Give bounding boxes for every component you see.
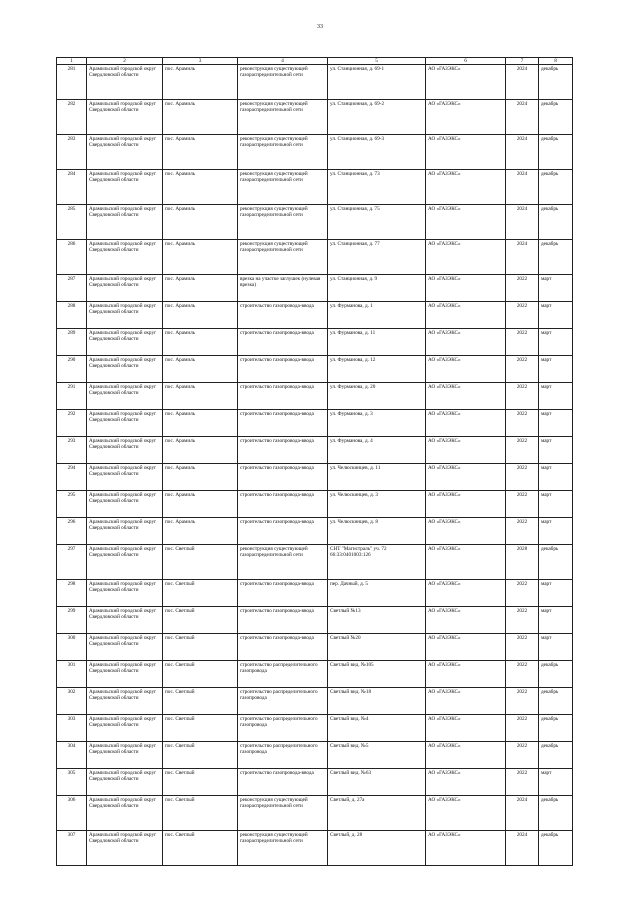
table-row: [57, 607, 573, 634]
address-cell: ул. Фурманова, д. 3: [328, 410, 426, 437]
address-cell: ул. Станционная, д. 69-2: [328, 100, 426, 135]
work-type-cell: строительство газопровода-ввода: [238, 356, 328, 383]
row-number: 292: [57, 410, 87, 437]
settlement-cell: пос. Светлый: [163, 715, 238, 742]
organization-cell: АО «ГАЗЭКС»: [426, 65, 506, 100]
address-cell: ул. Фурманова, д. 4: [328, 437, 426, 464]
district-cell: Арамильский городской округ Свердловской области: [87, 356, 163, 383]
row-number: 285: [57, 205, 87, 240]
row-number: 296: [57, 518, 87, 545]
year-cell: 2022: [506, 275, 539, 302]
column-header: 7: [506, 58, 539, 65]
work-type-cell: реконструкция существующей газораспределительной сети: [238, 545, 328, 580]
table-row: [57, 205, 573, 240]
year-cell: 2022: [506, 356, 539, 383]
table-row: [57, 302, 573, 329]
organization-cell: АО «ГАЗЭКС»: [426, 383, 506, 410]
month-cell: март: [539, 464, 573, 491]
row-number: 300: [57, 634, 87, 661]
work-type-cell: реконструкция существующей газораспределительной сети: [238, 240, 328, 275]
district-cell: Арамильский городской округ Свердловской области: [87, 518, 163, 545]
row-number: 283: [57, 135, 87, 170]
year-cell: 2024: [506, 100, 539, 135]
organization-cell: АО «ГАЗЭКС»: [426, 688, 506, 715]
month-cell: март: [539, 437, 573, 464]
column-header: 4: [238, 58, 328, 65]
organization-cell: АО «ГАЗЭКС»: [426, 518, 506, 545]
year-cell: 2022: [506, 491, 539, 518]
year-cell: 2022: [506, 634, 539, 661]
address-cell: Светлый №20: [328, 634, 426, 661]
table-row: [57, 545, 573, 580]
work-type-cell: реконструкция существующей газораспределительной сети: [238, 831, 328, 866]
month-cell: март: [539, 491, 573, 518]
address-cell: Светлый вид. №63: [328, 769, 426, 796]
organization-cell: АО «ГАЗЭКС»: [426, 769, 506, 796]
work-type-cell: реконструкция существующей газораспределительной сети: [238, 796, 328, 831]
column-header: 8: [539, 58, 573, 65]
row-number: 281: [57, 65, 87, 100]
month-cell: декабрь: [539, 661, 573, 688]
address-cell: Светлый, д. 27а: [328, 796, 426, 831]
table-row: [57, 742, 573, 769]
address-cell: ул. Фурманова, д. 20: [328, 383, 426, 410]
district-cell: Арамильский городской округ Свердловской области: [87, 491, 163, 518]
work-type-cell: строительство распределительного газопровода: [238, 742, 328, 769]
district-cell: Арамильский городской округ Свердловской области: [87, 715, 163, 742]
work-type-cell: строительство газопровода-ввода: [238, 464, 328, 491]
table-row: [57, 437, 573, 464]
table-row: [57, 65, 573, 100]
month-cell: декабрь: [539, 742, 573, 769]
row-number: 282: [57, 100, 87, 135]
settlement-cell: пос. Светлый: [163, 607, 238, 634]
year-cell: 2022: [506, 302, 539, 329]
column-number-row: [57, 58, 573, 65]
table-row: [57, 831, 573, 866]
month-cell: март: [539, 329, 573, 356]
district-cell: Арамильский городской округ Свердловской области: [87, 831, 163, 866]
settlement-cell: пос. Арамиль: [163, 170, 238, 205]
work-type-cell: строительство газопровода-ввода: [238, 410, 328, 437]
row-number: 305: [57, 769, 87, 796]
district-cell: Арамильский городской округ Свердловской области: [87, 383, 163, 410]
table-row: [57, 518, 573, 545]
work-type-cell: строительство газопровода-ввода: [238, 634, 328, 661]
address-cell: Светлый, д. 28: [328, 831, 426, 866]
table-row: [57, 329, 573, 356]
year-cell: 2024: [506, 831, 539, 866]
district-cell: Арамильский городской округ Свердловской области: [87, 329, 163, 356]
month-cell: март: [539, 356, 573, 383]
year-cell: 2022: [506, 688, 539, 715]
work-type-cell: строительство газопровода-ввода: [238, 491, 328, 518]
row-number: 297: [57, 545, 87, 580]
organization-cell: АО «ГАЗЭКС»: [426, 715, 506, 742]
work-type-cell: строительство газопровода-ввода: [238, 769, 328, 796]
district-cell: Арамильский городской округ Свердловской области: [87, 65, 163, 100]
month-cell: декабрь: [539, 545, 573, 580]
month-cell: декабрь: [539, 65, 573, 100]
row-number: 303: [57, 715, 87, 742]
work-type-cell: строительство газопровода-ввода: [238, 580, 328, 607]
month-cell: декабрь: [539, 205, 573, 240]
district-cell: Арамильский городской округ Свердловской области: [87, 135, 163, 170]
organization-cell: АО «ГАЗЭКС»: [426, 240, 506, 275]
table-row: [57, 356, 573, 383]
work-type-cell: реконструкция существующей газораспределительной сети: [238, 170, 328, 205]
row-number: 289: [57, 329, 87, 356]
work-type-cell: строительство газопровода-ввода: [238, 383, 328, 410]
settlement-cell: пос. Арамиль: [163, 135, 238, 170]
work-type-cell: реконструкция существующей газораспределительной сети: [238, 135, 328, 170]
table-row: [57, 275, 573, 302]
organization-cell: АО «ГАЗЭКС»: [426, 742, 506, 769]
settlement-cell: пос. Арамиль: [163, 491, 238, 518]
work-type-cell: строительство газопровода-ввода: [238, 437, 328, 464]
organization-cell: АО «ГАЗЭКС»: [426, 410, 506, 437]
row-number: 288: [57, 302, 87, 329]
month-cell: март: [539, 518, 573, 545]
address-cell: ул. Челюскинцев, д. 3: [328, 491, 426, 518]
organization-cell: АО «ГАЗЭКС»: [426, 580, 506, 607]
address-cell: Светлый вид. №5: [328, 742, 426, 769]
address-cell: Светлый вид. №18: [328, 688, 426, 715]
row-number: 306: [57, 796, 87, 831]
year-cell: 2022: [506, 742, 539, 769]
district-cell: Арамильский городской округ Свердловской области: [87, 205, 163, 240]
table-body: [57, 65, 573, 866]
organization-cell: АО «ГАЗЭКС»: [426, 356, 506, 383]
organization-cell: АО «ГАЗЭКС»: [426, 205, 506, 240]
settlement-cell: пос. Арамиль: [163, 464, 238, 491]
settlement-cell: пос. Светлый: [163, 661, 238, 688]
table-row: [57, 100, 573, 135]
year-cell: 2022: [506, 715, 539, 742]
month-cell: март: [539, 383, 573, 410]
address-cell: Светлый вид. №105: [328, 661, 426, 688]
month-cell: декабрь: [539, 715, 573, 742]
work-type-cell: строительство распределительного газопровода: [238, 688, 328, 715]
district-cell: Арамильский городской округ Свердловской области: [87, 240, 163, 275]
table-row: [57, 580, 573, 607]
settlement-cell: пос. Арамиль: [163, 100, 238, 135]
month-cell: март: [539, 410, 573, 437]
column-header: 2: [87, 58, 163, 65]
row-number: 287: [57, 275, 87, 302]
address-cell: ул. Фурманова, д. 1: [328, 302, 426, 329]
month-cell: декабрь: [539, 135, 573, 170]
year-cell: 2028: [506, 545, 539, 580]
settlement-cell: пос. Арамиль: [163, 275, 238, 302]
settlement-cell: пос. Арамиль: [163, 302, 238, 329]
organization-cell: АО «ГАЗЭКС»: [426, 437, 506, 464]
district-cell: Арамильский городской округ Свердловской области: [87, 580, 163, 607]
year-cell: 2022: [506, 329, 539, 356]
month-cell: декабрь: [539, 100, 573, 135]
table-row: [57, 464, 573, 491]
settlement-cell: пос. Арамиль: [163, 205, 238, 240]
month-cell: декабрь: [539, 688, 573, 715]
settlement-cell: пос. Арамиль: [163, 356, 238, 383]
row-number: 307: [57, 831, 87, 866]
district-cell: Арамильский городской округ Свердловской области: [87, 464, 163, 491]
work-type-cell: реконструкция существующей газораспределительной сети: [238, 205, 328, 240]
table-row: [57, 383, 573, 410]
district-cell: Арамильский городской округ Свердловской области: [87, 661, 163, 688]
month-cell: март: [539, 769, 573, 796]
year-cell: 2024: [506, 170, 539, 205]
schedule-table: [56, 57, 573, 866]
work-type-cell: реконструкция существующей газораспределительной сети: [238, 65, 328, 100]
year-cell: 2024: [506, 205, 539, 240]
organization-cell: АО «ГАЗЭКС»: [426, 100, 506, 135]
row-number: 302: [57, 688, 87, 715]
year-cell: 2022: [506, 661, 539, 688]
row-number: 293: [57, 437, 87, 464]
year-cell: 2022: [506, 580, 539, 607]
column-header: 6: [426, 58, 506, 65]
organization-cell: АО «ГАЗЭКС»: [426, 275, 506, 302]
district-cell: Арамильский городской округ Свердловской области: [87, 688, 163, 715]
settlement-cell: пос. Светлый: [163, 580, 238, 607]
row-number: 298: [57, 580, 87, 607]
work-type-cell: реконструкция существующей газораспределительной сети: [238, 100, 328, 135]
district-cell: Арамильский городской округ Свердловской области: [87, 410, 163, 437]
address-cell: ул. Станционная, д. 77: [328, 240, 426, 275]
row-number: 294: [57, 464, 87, 491]
settlement-cell: пос. Арамиль: [163, 518, 238, 545]
settlement-cell: пос. Арамиль: [163, 329, 238, 356]
work-type-cell: строительство распределительного газопровода: [238, 661, 328, 688]
work-type-cell: строительство распределительного газопровода: [238, 715, 328, 742]
settlement-cell: пос. Светлый: [163, 545, 238, 580]
address-cell: ул. Станционная, д. 73: [328, 170, 426, 205]
organization-cell: АО «ГАЗЭКС»: [426, 796, 506, 831]
address-cell: ул. Станционная, д. 69-3: [328, 135, 426, 170]
month-cell: март: [539, 634, 573, 661]
table-row: [57, 634, 573, 661]
organization-cell: АО «ГАЗЭКС»: [426, 661, 506, 688]
table-row: [57, 240, 573, 275]
year-cell: 2024: [506, 240, 539, 275]
month-cell: март: [539, 275, 573, 302]
row-number: 284: [57, 170, 87, 205]
year-cell: 2024: [506, 65, 539, 100]
settlement-cell: пос. Арамиль: [163, 410, 238, 437]
district-cell: Арамильский городской округ Свердловской области: [87, 170, 163, 205]
district-cell: Арамильский городской округ Свердловской области: [87, 437, 163, 464]
settlement-cell: пос. Арамиль: [163, 437, 238, 464]
year-cell: 2022: [506, 518, 539, 545]
organization-cell: АО «ГАЗЭКС»: [426, 329, 506, 356]
settlement-cell: пос. Светлый: [163, 769, 238, 796]
district-cell: Арамильский городской округ Свердловской области: [87, 275, 163, 302]
organization-cell: АО «ГАЗЭКС»: [426, 302, 506, 329]
address-cell: пер. Дачный, д. 5: [328, 580, 426, 607]
year-cell: 2022: [506, 769, 539, 796]
row-number: 286: [57, 240, 87, 275]
table-row: [57, 135, 573, 170]
year-cell: 2022: [506, 607, 539, 634]
settlement-cell: пос. Арамиль: [163, 383, 238, 410]
table-row: [57, 688, 573, 715]
address-cell: ул. Фурманова, д. 12: [328, 356, 426, 383]
table-row: [57, 410, 573, 437]
table-row: [57, 491, 573, 518]
address-cell: Светлый вид. №4: [328, 715, 426, 742]
organization-cell: АО «ГАЗЭКС»: [426, 831, 506, 866]
row-number: 295: [57, 491, 87, 518]
settlement-cell: пос. Арамиль: [163, 65, 238, 100]
district-cell: Арамильский городской округ Свердловской области: [87, 100, 163, 135]
table-row: [57, 769, 573, 796]
month-cell: декабрь: [539, 170, 573, 205]
organization-cell: АО «ГАЗЭКС»: [426, 545, 506, 580]
work-type-cell: врезка на участке заглушек (нулевая врезка): [238, 275, 328, 302]
address-cell: СНТ "Магистраль" уч. 72 66:33:0401003:126: [328, 545, 426, 580]
organization-cell: АО «ГАЗЭКС»: [426, 135, 506, 170]
work-type-cell: строительство газопровода-ввода: [238, 302, 328, 329]
settlement-cell: пос. Светлый: [163, 634, 238, 661]
month-cell: март: [539, 302, 573, 329]
settlement-cell: пос. Светлый: [163, 831, 238, 866]
district-cell: Арамильский городской округ Свердловской области: [87, 634, 163, 661]
address-cell: ул. Станционная, д. 69-1: [328, 65, 426, 100]
table-row: [57, 661, 573, 688]
address-cell: ул. Челюскинцев, д. 11: [328, 464, 426, 491]
column-header: 1: [57, 58, 87, 65]
table-row: [57, 796, 573, 831]
work-type-cell: строительство газопровода-ввода: [238, 329, 328, 356]
address-cell: ул. Челюскинцев, д. 8: [328, 518, 426, 545]
organization-cell: АО «ГАЗЭКС»: [426, 491, 506, 518]
organization-cell: АО «ГАЗЭКС»: [426, 607, 506, 634]
organization-cell: АО «ГАЗЭКС»: [426, 464, 506, 491]
year-cell: 2024: [506, 135, 539, 170]
organization-cell: АО «ГАЗЭКС»: [426, 634, 506, 661]
settlement-cell: пос. Светлый: [163, 688, 238, 715]
month-cell: декабрь: [539, 796, 573, 831]
year-cell: 2024: [506, 796, 539, 831]
district-cell: Арамильский городской округ Свердловской области: [87, 302, 163, 329]
address-cell: ул. Станционная, д. 75: [328, 205, 426, 240]
row-number: 304: [57, 742, 87, 769]
address-cell: ул. Станционная, д. 9: [328, 275, 426, 302]
month-cell: март: [539, 607, 573, 634]
district-cell: Арамильский городской округ Свердловской области: [87, 742, 163, 769]
month-cell: март: [539, 580, 573, 607]
address-cell: Светлый №13: [328, 607, 426, 634]
settlement-cell: пос. Арамиль: [163, 240, 238, 275]
district-cell: Арамильский городской округ Свердловской области: [87, 769, 163, 796]
district-cell: Арамильский городской округ Свердловской области: [87, 545, 163, 580]
district-cell: Арамильский городской округ Свердловской области: [87, 796, 163, 831]
organization-cell: АО «ГАЗЭКС»: [426, 170, 506, 205]
table-row: [57, 170, 573, 205]
column-header: 5: [328, 58, 426, 65]
address-cell: ул. Фурманова, д. 11: [328, 329, 426, 356]
table-row: [57, 715, 573, 742]
month-cell: декабрь: [539, 831, 573, 866]
year-cell: 2022: [506, 437, 539, 464]
row-number: 290: [57, 356, 87, 383]
month-cell: декабрь: [539, 240, 573, 275]
page-number: 33: [317, 24, 323, 30]
column-header: 3: [163, 58, 238, 65]
row-number: 299: [57, 607, 87, 634]
work-type-cell: строительство газопровода-ввода: [238, 518, 328, 545]
year-cell: 2022: [506, 410, 539, 437]
district-cell: Арамильский городской округ Свердловской области: [87, 607, 163, 634]
year-cell: 2022: [506, 464, 539, 491]
work-type-cell: строительство газопровода-ввода: [238, 607, 328, 634]
row-number: 301: [57, 661, 87, 688]
settlement-cell: пос. Светлый: [163, 742, 238, 769]
settlement-cell: пос. Светлый: [163, 796, 238, 831]
row-number: 291: [57, 383, 87, 410]
year-cell: 2022: [506, 383, 539, 410]
